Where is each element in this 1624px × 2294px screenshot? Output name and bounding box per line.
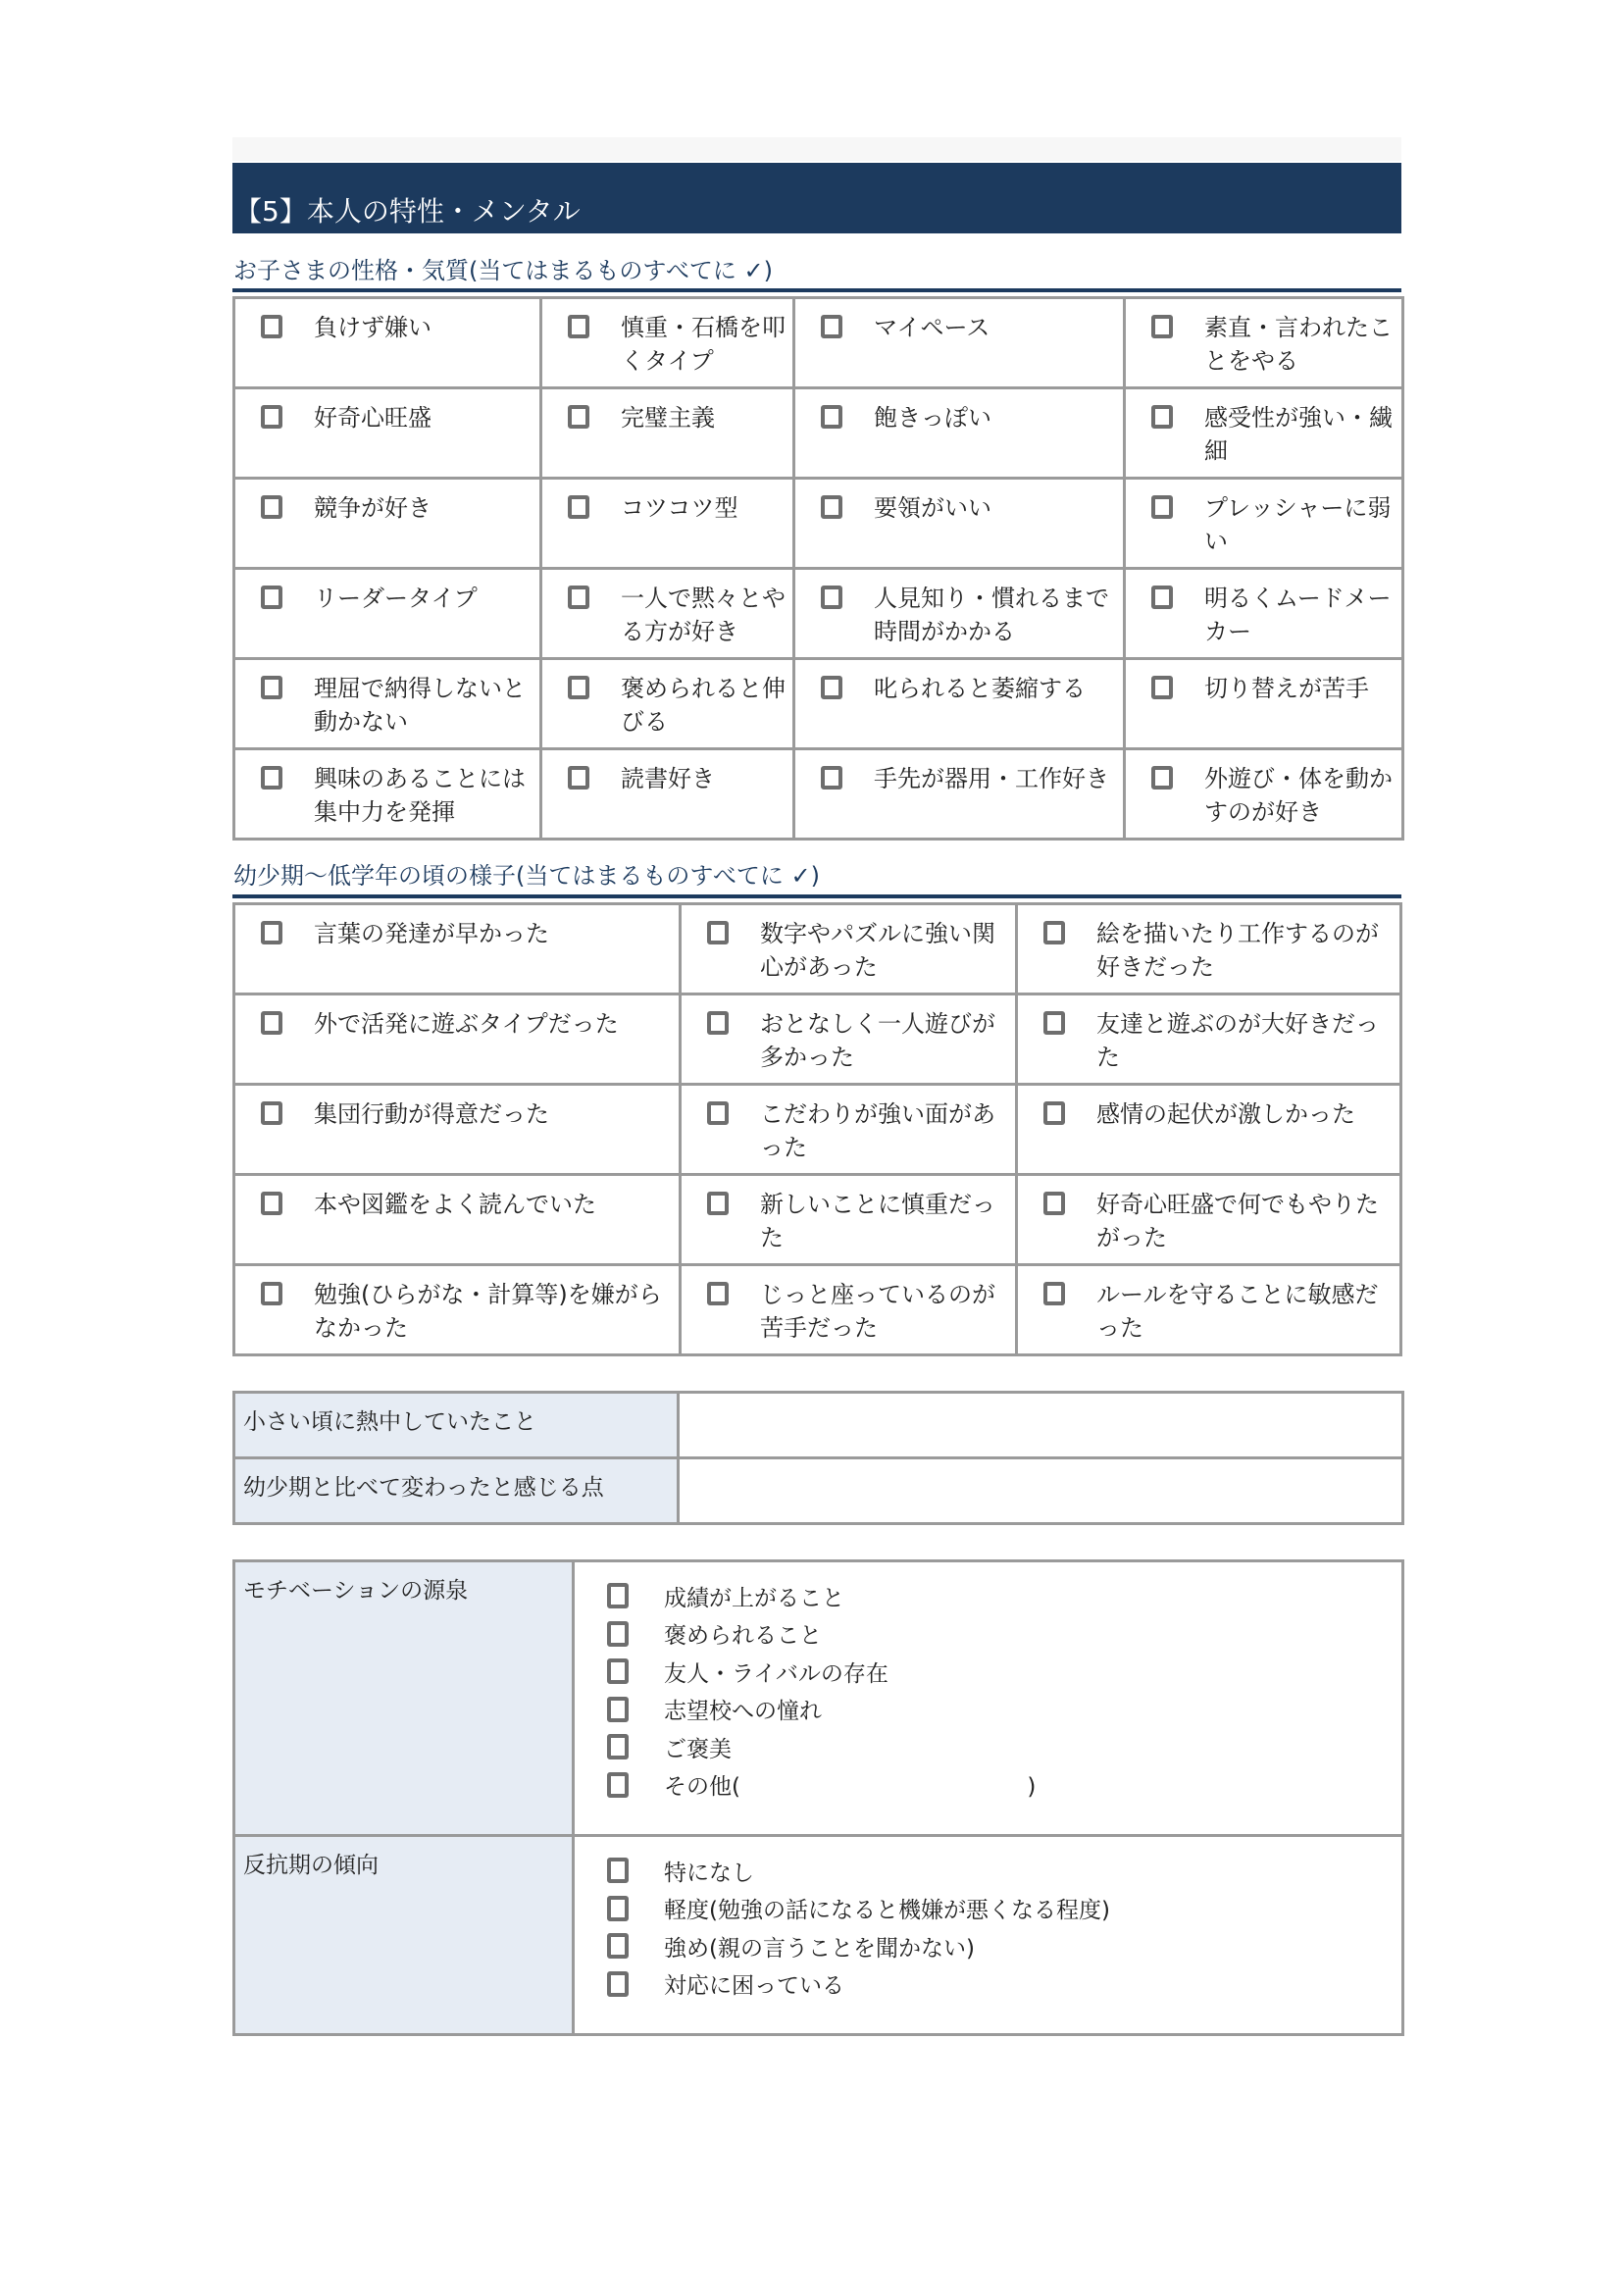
checklist-label: 慎重・石橋を叩くタイプ xyxy=(621,314,786,375)
motivation-label: モチベーションの源泉 xyxy=(234,1561,574,1836)
checkbox-icon[interactable] xyxy=(607,1933,629,1959)
checkbox-icon[interactable] xyxy=(607,1772,629,1798)
checklist-item[interactable] xyxy=(795,582,1117,648)
checklist-row xyxy=(234,569,1403,659)
rebellion-options xyxy=(574,1836,1403,2035)
checkbox-icon[interactable] xyxy=(568,495,589,519)
checkbox-icon[interactable] xyxy=(821,405,842,429)
checklist-label: 叱られると萎縮する xyxy=(874,675,1086,702)
free-text-table xyxy=(232,1391,1404,1525)
checklist-label: 友達と遊ぶのが大好きだった xyxy=(1096,1010,1379,1071)
motivation-option[interactable] xyxy=(607,1615,1400,1654)
checklist-label: ルールを守ることに敏感だった xyxy=(1096,1281,1379,1342)
checklist-item[interactable] xyxy=(542,672,787,739)
checklist-cell xyxy=(234,1085,681,1175)
checklist-row xyxy=(234,1265,1401,1355)
checklist-cell xyxy=(1125,659,1403,749)
checklist-row xyxy=(234,479,1403,569)
checkbox-icon[interactable] xyxy=(1151,405,1173,429)
free-text-input[interactable] xyxy=(679,1458,1403,1524)
checkbox-icon[interactable] xyxy=(607,1697,629,1722)
checkbox-icon[interactable] xyxy=(707,1282,729,1305)
free-text-row xyxy=(234,1458,1403,1524)
checklist-item[interactable] xyxy=(1126,491,1396,558)
checklist-label: 一人で黙々とやる方が好き xyxy=(621,585,786,645)
motivation-row xyxy=(234,1561,1403,1836)
checkbox-icon[interactable] xyxy=(607,1971,629,1997)
checklist-item[interactable] xyxy=(542,401,787,434)
checklist-item[interactable] xyxy=(1018,917,1394,984)
rebellion-option[interactable] xyxy=(607,1852,1400,1890)
checklist-row xyxy=(234,994,1401,1085)
motivation-option[interactable] xyxy=(607,1728,1400,1766)
rebellion-option[interactable] xyxy=(607,1927,1400,1965)
checklist-label: 負けず嫌い xyxy=(314,314,431,341)
motivation-option[interactable] xyxy=(607,1766,1400,1805)
checklist-label: 絵を描いたり工作するのが好きだった xyxy=(1096,920,1379,981)
childhood-checklist xyxy=(232,902,1402,1356)
rebellion-option-label: 強め(親の言うことを聞かない) xyxy=(664,1935,975,1962)
checklist-label: 理屈で納得しないと動かない xyxy=(314,675,526,736)
checkbox-icon[interactable] xyxy=(1043,921,1065,944)
checklist-cell xyxy=(1017,1085,1401,1175)
section-title: 【5】本人の特性・メンタル xyxy=(234,195,581,228)
checklist-item[interactable] xyxy=(795,311,1117,344)
checkbox-icon[interactable] xyxy=(568,405,589,429)
checklist-item[interactable] xyxy=(1018,1097,1394,1131)
checklist-cell xyxy=(234,298,541,388)
checkbox-icon[interactable] xyxy=(568,676,589,699)
checklist-item[interactable] xyxy=(235,1097,673,1131)
checklist-item[interactable] xyxy=(682,1188,1009,1254)
checklist-label: コツコツ型 xyxy=(621,494,738,522)
checklist-item[interactable] xyxy=(542,762,787,795)
checklist-cell xyxy=(681,994,1017,1085)
checklist-item[interactable] xyxy=(1018,1278,1394,1345)
checkbox-icon[interactable] xyxy=(607,1896,629,1921)
motivation-options xyxy=(574,1561,1403,1836)
checklist-label: 好奇心旺盛 xyxy=(314,404,431,432)
checklist-cell xyxy=(234,1175,681,1265)
checklist-label: 完璧主義 xyxy=(621,404,715,432)
checkbox-icon[interactable] xyxy=(607,1858,629,1883)
checklist-label: 明るくムードメーカー xyxy=(1204,585,1392,645)
checklist-item[interactable] xyxy=(1018,1007,1394,1074)
checklist-cell xyxy=(1125,569,1403,659)
checklist-row xyxy=(234,298,1403,388)
checkbox-icon[interactable] xyxy=(261,1282,282,1305)
motivation-option-label: ご褒美 xyxy=(664,1736,732,1762)
checkbox-icon[interactable] xyxy=(261,1192,282,1215)
checklist-item[interactable] xyxy=(682,1007,1009,1074)
checklist-cell xyxy=(681,1085,1017,1175)
checkbox-icon[interactable] xyxy=(707,1101,729,1125)
checklist-item[interactable] xyxy=(682,917,1009,984)
rebellion-option[interactable] xyxy=(607,1965,1400,2004)
checklist-label: 集団行動が得意だった xyxy=(314,1100,549,1128)
motivation-option[interactable] xyxy=(607,1577,1400,1615)
checklist-item[interactable] xyxy=(1126,401,1396,468)
checklist-item[interactable] xyxy=(235,1007,673,1041)
checkbox-icon[interactable] xyxy=(261,1101,282,1125)
motivation-option-label: 志望校への憧れ xyxy=(664,1699,822,1725)
checklist-label: 外遊び・体を動かすのが好き xyxy=(1204,765,1393,826)
checklist-cell xyxy=(541,749,794,840)
checklist-item[interactable] xyxy=(235,311,533,344)
checklist-cell xyxy=(681,1265,1017,1355)
free-text-row xyxy=(234,1393,1403,1458)
checkbox-icon[interactable] xyxy=(261,1011,282,1035)
checkbox-icon[interactable] xyxy=(568,586,589,609)
checklist-cell xyxy=(234,1265,681,1355)
rebellion-option-label: 対応に困っている xyxy=(664,1973,844,2000)
checklist-cell xyxy=(794,569,1125,659)
checklist-cell xyxy=(541,659,794,749)
checklist-label: 要領がいい xyxy=(874,494,991,522)
checkbox-icon[interactable] xyxy=(568,315,589,338)
checklist-label: 競争が好き xyxy=(314,494,431,522)
checklist-cell xyxy=(1017,904,1401,994)
checkbox-icon[interactable] xyxy=(607,1621,629,1647)
checklist-cell xyxy=(234,749,541,840)
checklist-label: 人見知り・慣れるまで時間がかかる xyxy=(874,585,1109,645)
checklist-row xyxy=(234,388,1403,479)
checkbox-icon[interactable] xyxy=(607,1583,629,1608)
checklist-row xyxy=(234,749,1403,840)
checkbox-icon[interactable] xyxy=(707,1011,729,1035)
checkbox-icon[interactable] xyxy=(1043,1101,1065,1125)
checklist-label: じっと座っているのが苦手だった xyxy=(760,1281,995,1342)
checkbox-icon[interactable] xyxy=(1043,1282,1065,1305)
checkbox-icon[interactable] xyxy=(261,586,282,609)
motivation-option-label: 友人・ライバルの存在 xyxy=(664,1660,888,1687)
checklist-item[interactable] xyxy=(682,1278,1009,1345)
checklist-label: マイペース xyxy=(874,314,990,341)
checklist-cell xyxy=(1125,749,1403,840)
checklist-row xyxy=(234,1175,1401,1265)
checkbox-icon[interactable] xyxy=(261,405,282,429)
checklist-label: 本や図鑑をよく読んでいた xyxy=(314,1191,596,1218)
checklist-item[interactable] xyxy=(235,582,533,615)
checkbox-icon[interactable] xyxy=(1151,766,1173,790)
checkbox-icon[interactable] xyxy=(821,676,842,699)
checklist-label: 手先が器用・工作好き xyxy=(874,765,1109,792)
checkbox-icon[interactable] xyxy=(707,921,729,944)
checklist-item[interactable] xyxy=(682,1097,1009,1164)
checklist-label: 感情の起伏が激しかった xyxy=(1096,1100,1355,1128)
childhood-heading: 幼少期〜低学年の頃の様子(当てはまるものすべてに ✓) xyxy=(233,862,820,890)
checklist-label: 好奇心旺盛で何でもやりたがった xyxy=(1096,1191,1379,1251)
checklist-cell xyxy=(794,479,1125,569)
checklist-cell xyxy=(1017,1175,1401,1265)
top-strip xyxy=(232,137,1401,161)
checklist-row xyxy=(234,659,1403,749)
checkbox-icon[interactable] xyxy=(261,921,282,944)
checkbox-icon[interactable] xyxy=(261,495,282,519)
checklist-cell xyxy=(541,479,794,569)
checklist-label: 興味のあることには集中力を発揮 xyxy=(314,765,526,826)
checklist-label: おとなしく一人遊びが多かった xyxy=(760,1010,995,1071)
checkbox-icon[interactable] xyxy=(1151,495,1173,519)
checklist-label: 外で活発に遊ぶタイプだった xyxy=(314,1010,619,1038)
checklist-cell xyxy=(541,298,794,388)
rebellion-option-label: 特になし xyxy=(664,1860,754,1886)
checklist-cell xyxy=(1125,298,1403,388)
checklist-cell xyxy=(681,1175,1017,1265)
checklist-cell xyxy=(541,569,794,659)
checkbox-icon[interactable] xyxy=(1043,1192,1065,1215)
checkbox-icon[interactable] xyxy=(821,586,842,609)
childhood-rule xyxy=(232,894,1401,898)
motivation-option[interactable] xyxy=(607,1653,1400,1691)
motivation-option-label: その他( ) xyxy=(664,1774,1037,1801)
checklist-label: 感受性が強い・繊細 xyxy=(1204,404,1393,465)
options-table xyxy=(232,1559,1404,2036)
rebellion-row xyxy=(234,1836,1403,2035)
checklist-cell xyxy=(794,388,1125,479)
checklist-label: 言葉の発達が早かった xyxy=(314,920,549,947)
checkbox-icon[interactable] xyxy=(707,1192,729,1215)
checklist-cell xyxy=(1017,1265,1401,1355)
free-text-input[interactable] xyxy=(679,1393,1403,1458)
checklist-cell xyxy=(234,569,541,659)
checkbox-icon[interactable] xyxy=(1151,676,1173,699)
checklist-cell xyxy=(1017,994,1401,1085)
checklist-item[interactable] xyxy=(1126,311,1396,378)
section-header xyxy=(232,163,1401,233)
checklist-label: 飽きっぽい xyxy=(874,404,991,432)
checklist-cell xyxy=(234,659,541,749)
checklist-cell xyxy=(234,994,681,1085)
checklist-item[interactable] xyxy=(542,311,787,378)
checklist-item[interactable] xyxy=(1126,582,1396,648)
checklist-label: プレッシャーに弱い xyxy=(1204,494,1392,555)
checklist-label: 褒められると伸びる xyxy=(621,675,786,736)
checklist-item[interactable] xyxy=(1018,1188,1394,1254)
checklist-item[interactable] xyxy=(235,672,533,739)
checklist-item[interactable] xyxy=(235,1278,673,1345)
motivation-option[interactable] xyxy=(607,1691,1400,1729)
checklist-cell xyxy=(541,388,794,479)
checklist-item[interactable] xyxy=(542,582,787,648)
checklist-item[interactable] xyxy=(795,491,1117,525)
checkbox-icon[interactable] xyxy=(261,315,282,338)
checklist-cell xyxy=(794,749,1125,840)
checklist-row xyxy=(234,1085,1401,1175)
checklist-item[interactable] xyxy=(1126,762,1396,829)
checklist-label: 切り替えが苦手 xyxy=(1204,675,1369,702)
checklist-item[interactable] xyxy=(795,401,1117,434)
personality-heading: お子さまの性格・気質(当てはまるものすべてに ✓) xyxy=(233,257,773,284)
rebellion-label: 反抗期の傾向 xyxy=(234,1836,574,2035)
checkbox-icon[interactable] xyxy=(1151,315,1173,338)
checklist-item[interactable] xyxy=(235,917,673,950)
checklist-label: こだわりが強い面があった xyxy=(760,1100,995,1161)
checklist-cell xyxy=(234,479,541,569)
checkbox-icon[interactable] xyxy=(607,1658,629,1684)
checklist-label: 素直・言われたことをやる xyxy=(1204,314,1393,375)
checklist-cell xyxy=(234,904,681,994)
checkbox-icon[interactable] xyxy=(568,766,589,790)
checklist-label: 新しいことに慎重だった xyxy=(760,1191,995,1251)
free-text-label: 幼少期と比べて変わったと感じる点 xyxy=(234,1458,679,1524)
motivation-option-label: 褒められること xyxy=(664,1623,822,1650)
checklist-label: 読書好き xyxy=(621,765,715,792)
rebellion-option-label: 軽度(勉強の話になると機嫌が悪くなる程度) xyxy=(664,1898,1110,1924)
checklist-item[interactable] xyxy=(235,1188,673,1221)
checklist-label: リーダータイプ xyxy=(314,585,478,612)
checklist-cell xyxy=(234,388,541,479)
checklist-item[interactable] xyxy=(235,762,533,829)
rebellion-option[interactable] xyxy=(607,1890,1400,1928)
checklist-cell xyxy=(1125,388,1403,479)
checklist-item[interactable] xyxy=(235,401,533,434)
checklist-item[interactable] xyxy=(1126,672,1396,705)
checkbox-icon[interactable] xyxy=(821,315,842,338)
free-text-label: 小さい頃に熱中していたこと xyxy=(234,1393,679,1458)
checkbox-icon[interactable] xyxy=(261,676,282,699)
motivation-option-label: 成績が上がること xyxy=(664,1585,844,1611)
checklist-cell xyxy=(794,298,1125,388)
checklist-cell xyxy=(681,904,1017,994)
checkbox-icon[interactable] xyxy=(261,766,282,790)
checklist-cell xyxy=(794,659,1125,749)
checklist-item[interactable] xyxy=(795,672,1117,705)
checklist-item[interactable] xyxy=(795,762,1117,795)
personality-rule xyxy=(232,288,1401,292)
checklist-label: 勉強(ひらがな・計算等)を嫌がらなかった xyxy=(314,1281,662,1342)
checklist-item[interactable] xyxy=(235,491,533,525)
personality-checklist xyxy=(232,296,1404,841)
checkbox-icon[interactable] xyxy=(821,495,842,519)
checkbox-icon[interactable] xyxy=(821,766,842,790)
checkbox-icon[interactable] xyxy=(1043,1011,1065,1035)
checklist-item[interactable] xyxy=(542,491,787,525)
checklist-label: 数字やパズルに強い関心があった xyxy=(760,920,995,981)
checklist-cell xyxy=(1125,479,1403,569)
checkbox-icon[interactable] xyxy=(607,1734,629,1759)
checklist-row xyxy=(234,904,1401,994)
checkbox-icon[interactable] xyxy=(1151,586,1173,609)
